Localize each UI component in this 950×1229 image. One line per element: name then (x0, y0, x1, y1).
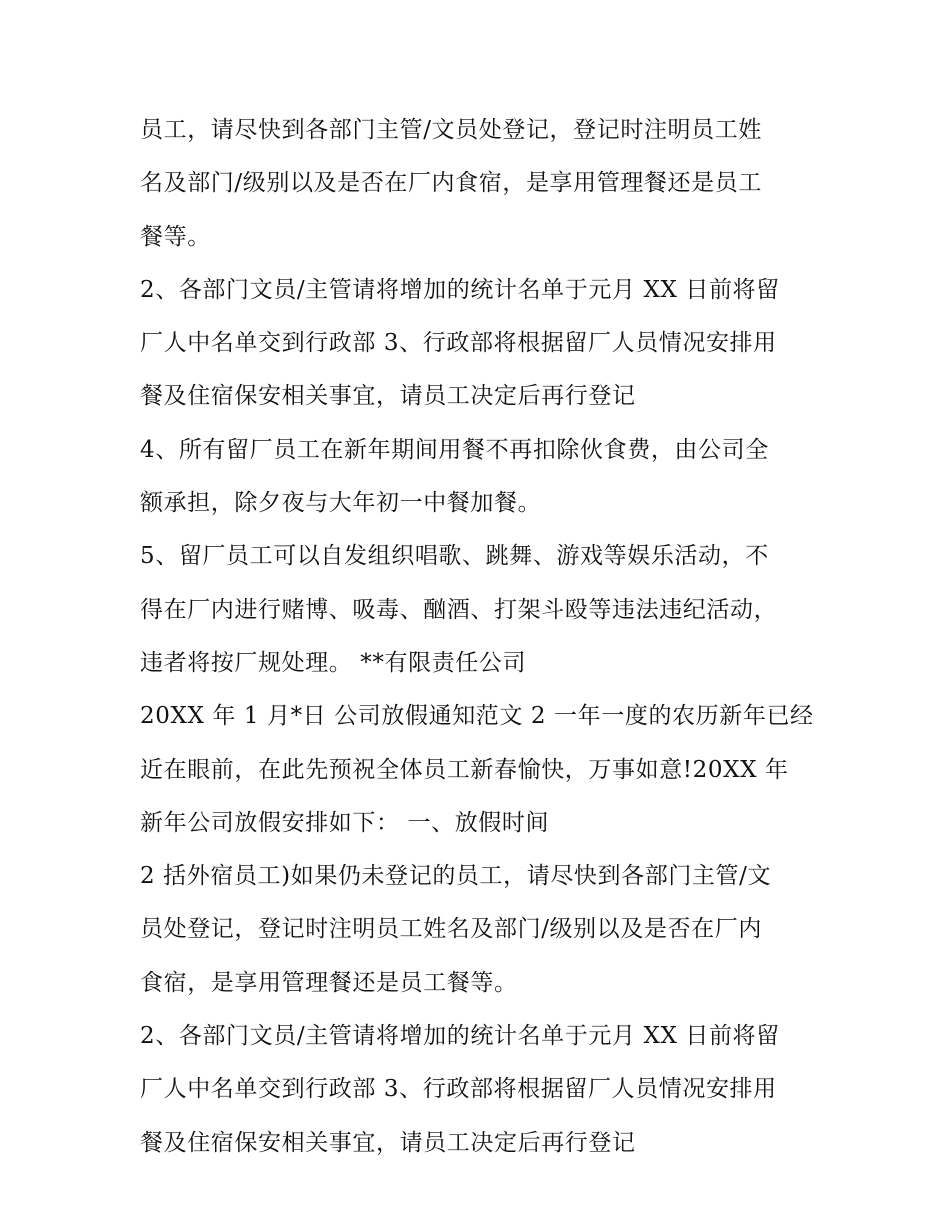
text-line: 员处登记，登记时注明员工姓名及部门/级别以及是否在厂内 (140, 916, 762, 943)
text-line: 食宿，是享用管理餐还是员工餐等。 (140, 969, 518, 996)
text-line: 20XX 年 1 月*日 公司放假通知范文 2 一年一度的农历新年已经 (140, 703, 814, 730)
text-line: 5、留厂员工可以自发组织唱歌、跳舞、游戏等娱乐活动，不 (140, 543, 769, 570)
text-line: 得在厂内进行赌博、吸毒、酗酒、打架斗殴等违法违纪活动， (140, 596, 778, 623)
text-line: 员工，请尽快到各部门主管/文员处登记，登记时注明员工姓 (140, 117, 762, 143)
text-line: 2、各部门文员/主管请将增加的统计名单于元月 XX 日前将留 (140, 276, 780, 303)
text-line: 名及部门/级别以及是否在厂内食宿，是享用管理餐还是员工 (140, 170, 762, 197)
text-line: 餐等。 (140, 223, 211, 250)
text-line: 2、各部门文员/主管请将增加的统计名单于元月 XX 日前将留 (140, 1023, 780, 1050)
text-line: 新年公司放假安排如下： 一、放假时间 (140, 809, 550, 836)
text-line: 2 括外宿员工)如果仍未登记的员工，请尽快到各部门主管/文 (140, 863, 772, 890)
text-line: 餐及住宿保安相关事宜，请员工决定后再行登记 (140, 1129, 636, 1156)
text-line: 厂人中名单交到行政部 3、行政部将根据留厂人员情况安排用 (140, 1076, 777, 1103)
text-line: 额承担，除夕夜与大年初一中餐加餐。 (140, 490, 542, 517)
text-line: 餐及住宿保安相关事宜，请员工决定后再行登记 (140, 383, 636, 410)
text-line: 厂人中名单交到行政部 3、行政部将根据留厂人员情况安排用 (140, 330, 777, 357)
text-line: 4、所有留厂员工在新年期间用餐不再扣除伙食费，由公司全 (140, 436, 769, 463)
text-line: 违者将按厂规处理。 **有限责任公司 (140, 649, 527, 676)
text-line: 近在眼前，在此先预祝全体员工新春愉快，万事如意!20XX 年 (140, 756, 789, 783)
document-body (140, 104, 830, 1170)
